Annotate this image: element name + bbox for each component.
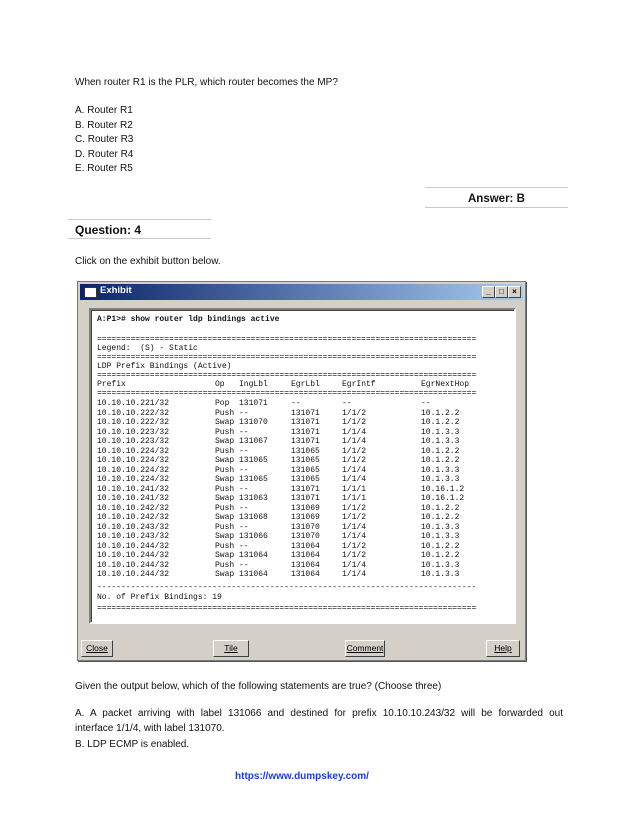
table-cell: 131064 (291, 541, 320, 551)
table-cell: 10.1.2.2 (421, 513, 460, 522)
table-cell: 10.10.10.244/32 (97, 551, 170, 560)
table-row (97, 551, 507, 561)
instruction-text: Click on the exhibit button below. (75, 256, 221, 267)
table-cell: 10.10.10.243/32 (97, 532, 170, 541)
table-cell: 131064 (291, 551, 320, 560)
table-cell: 10.1.2.2 (421, 418, 460, 427)
window-icon (84, 287, 97, 298)
separator: =============================================================================== (97, 389, 477, 398)
table-cell: 1/1/2 (342, 408, 367, 418)
table-cell: 1/1/1 (342, 494, 367, 503)
terminal-output (89, 308, 516, 624)
table-cell: 10.1.3.3 (421, 475, 460, 484)
table-cell: Swap (215, 494, 235, 503)
table-cell: 10.10.10.241/32 (97, 484, 170, 494)
table-row (97, 523, 507, 533)
table-cell: -- (239, 465, 249, 475)
table-cell: 1/1/2 (342, 418, 367, 427)
table-cell: 10.16.1.2 (421, 494, 465, 503)
exhibit-title: Exhibit (100, 285, 132, 296)
table-cell: -- (239, 541, 249, 551)
table-cell: 10.10.10.223/32 (97, 427, 170, 437)
close-icon[interactable]: × (508, 286, 521, 298)
exhibit-window (77, 281, 526, 661)
table-row (97, 475, 507, 485)
table-cell: 131067 (239, 437, 268, 446)
table-cell: 10.10.10.244/32 (97, 541, 170, 551)
table-cell: 10.10.10.243/32 (97, 522, 170, 532)
table-row (97, 485, 507, 495)
table-cell: 131070 (291, 522, 320, 532)
table-cell: 131070 (291, 532, 320, 541)
maximize-icon[interactable]: □ (495, 286, 508, 298)
table-cell: 10.1.3.3 (421, 437, 460, 446)
table-cell: 10.10.10.224/32 (97, 465, 170, 475)
table-cell: 1/1/4 (342, 437, 367, 446)
table-row (97, 437, 507, 447)
question-bottom-rule (68, 238, 211, 239)
table-cell: 10.1.3.3 (421, 522, 460, 532)
table-cell: 131071 (291, 427, 320, 437)
table-cell: 1/1/4 (342, 427, 367, 437)
table-cell: 1/1/1 (342, 484, 367, 494)
table-cell: 10.1.2.2 (421, 503, 460, 513)
table-cell: 10.1.2.2 (421, 446, 460, 456)
table-row (97, 456, 507, 466)
table-cell: Pop (215, 399, 230, 408)
table-cell: 10.1.3.3 (421, 427, 460, 437)
legend: Legend: (S) - Static (97, 344, 198, 353)
table-cell: 131068 (239, 513, 268, 522)
option-a: A. A packet arriving with label 131066 and destined for prefix 10.10.10.243/32 will be forwarded out (75, 708, 563, 719)
table-cell: Push (215, 560, 235, 570)
table-cell: -- (239, 484, 249, 494)
table-cell: Push (215, 541, 235, 551)
table-row (97, 532, 507, 542)
exhibit-titlebar[interactable] (80, 284, 523, 300)
bindings-count: No. of Prefix Bindings: 19 (97, 593, 222, 602)
table-cell: 10.1.3.3 (421, 532, 460, 541)
table-cell: 131064 (291, 570, 320, 579)
table-cell: 10.1.2.2 (421, 408, 460, 418)
tile-button[interactable]: Tile (213, 640, 249, 657)
table-cell: 10.10.10.222/32 (97, 408, 170, 418)
table-cell: 1/1/4 (342, 560, 367, 570)
table-cell: 1/1/2 (342, 541, 367, 551)
table-cell: -- (239, 446, 249, 456)
table-cell: Swap (215, 513, 235, 522)
close-button[interactable]: Close (81, 640, 113, 657)
separator: =============================================================================== (97, 335, 477, 344)
separator: =============================================================================== (97, 604, 477, 613)
table-row (97, 542, 507, 552)
table-row (97, 494, 507, 504)
table-cell: 131064 (239, 551, 268, 560)
column-header: Prefix (97, 380, 126, 389)
command-line: A:P1># show router ldp bindings active (97, 315, 280, 324)
table-cell: 131071 (291, 408, 320, 418)
table-cell: 1/1/2 (342, 446, 367, 456)
table-cell: Push (215, 484, 235, 494)
table-cell: Push (215, 465, 235, 475)
table-cell: Swap (215, 532, 235, 541)
table-cell: -- (291, 399, 301, 408)
table-cell: Swap (215, 456, 235, 465)
table-cell: 10.1.3.3 (421, 465, 460, 475)
table-cell: 10.10.10.223/32 (97, 437, 170, 446)
table-row (97, 409, 507, 419)
table-cell: 131065 (291, 475, 320, 484)
table-cell: 10.1.3.3 (421, 570, 460, 579)
table-cell: 10.10.10.242/32 (97, 513, 170, 522)
table-row (97, 428, 507, 438)
table-cell: Swap (215, 475, 235, 484)
previous-option: E. Router R5 (75, 163, 133, 174)
help-button[interactable]: Help (486, 640, 520, 657)
option-b: B. LDP ECMP is enabled. (75, 739, 190, 750)
table-row (97, 447, 507, 457)
table-cell: 131063 (239, 494, 268, 503)
previous-option: C. Router R3 (75, 134, 134, 145)
table-cell: 131066 (239, 532, 268, 541)
table-cell: -- (239, 408, 249, 418)
table-cell: Push (215, 408, 235, 418)
table-cell: 10.1.2.2 (421, 456, 460, 465)
table-cell: -- (239, 522, 249, 532)
previous-option: D. Router R4 (75, 148, 134, 160)
separator: =============================================================================== (97, 371, 477, 380)
table-cell: 10.10.10.244/32 (97, 570, 170, 579)
table-cell: Swap (215, 551, 235, 560)
comment-button[interactable]: Comment (345, 640, 385, 657)
table-cell: 10.10.10.224/32 (97, 446, 170, 456)
question-top-rule (68, 219, 211, 220)
table-cell: 131071 (291, 484, 320, 494)
minimize-icon[interactable]: _ (482, 286, 495, 298)
table-cell: 131064 (239, 570, 268, 579)
dash-separator: ------------------------------------------------------------------------------- (97, 583, 477, 592)
table-cell: 10.1.3.3 (421, 560, 460, 570)
table-cell: 10.10.10.221/32 (97, 399, 170, 408)
table-cell: -- (239, 427, 249, 437)
table-row (97, 513, 507, 523)
table-cell: 131069 (291, 503, 320, 513)
table-cell: 10.1.2.2 (421, 541, 460, 551)
column-header: EgrIntf (342, 380, 376, 389)
table-cell: 10.10.10.224/32 (97, 456, 170, 465)
column-header: EgrNextHop (421, 380, 470, 389)
table-cell: 1/1/2 (342, 551, 367, 560)
table-cell: Push (215, 427, 235, 437)
column-header: Op (215, 380, 225, 389)
table-cell: -- (239, 503, 249, 513)
table-cell: 131065 (291, 456, 320, 465)
table-cell: -- (239, 560, 249, 570)
table-cell: 10.1.2.2 (421, 551, 460, 560)
table-cell: 1/1/4 (342, 570, 367, 579)
option-a-continued: interface 1/1/4, with label 131070. (75, 723, 225, 734)
table-cell: 131065 (239, 475, 268, 484)
footer-link[interactable]: https://www.dumpskey.com/ (235, 771, 369, 782)
table-cell: 131071 (291, 418, 320, 427)
table-cell: 131071 (291, 494, 320, 503)
table-row (97, 418, 507, 428)
previous-option: B. Router R2 (75, 119, 133, 131)
column-header: IngLbl (239, 380, 268, 389)
table-cell: 131071 (239, 399, 268, 408)
table-cell: 1/1/2 (342, 503, 367, 513)
table-row (97, 561, 507, 571)
table-cell: 1/1/2 (342, 456, 367, 465)
table-cell: -- (342, 399, 352, 408)
separator: =============================================================================== (97, 353, 477, 362)
table-cell: 131065 (291, 446, 320, 456)
previous-question-text: When router R1 is the PLR, which router becomes the MP? (75, 77, 338, 88)
table-row (97, 570, 507, 580)
table-cell: 131065 (291, 465, 320, 475)
table-cell: 10.16.1.2 (421, 484, 465, 494)
table-row (97, 399, 507, 409)
table-cell: Swap (215, 570, 235, 579)
table-cell: 1/1/2 (342, 513, 367, 522)
table-cell: -- (421, 399, 431, 408)
table-cell: 10.10.10.222/32 (97, 418, 170, 427)
column-header: EgrLbl (291, 380, 320, 389)
table-row (97, 504, 507, 514)
table-cell: 1/1/4 (342, 475, 367, 484)
table-cell: Swap (215, 437, 235, 446)
table-row (97, 466, 507, 476)
answer-label: Answer: B (468, 193, 525, 205)
table-cell: 131064 (291, 560, 320, 570)
table-cell: 10.10.10.242/32 (97, 503, 170, 513)
table-cell: 10.10.10.224/32 (97, 475, 170, 484)
table-cell: 131071 (291, 437, 320, 446)
table-cell: 10.10.10.241/32 (97, 494, 170, 503)
answer-top-rule (425, 187, 568, 188)
question-text: Given the output below, which of the following statements are true? (Choose three) (75, 681, 442, 692)
section-title: LDP Prefix Bindings (Active) (97, 362, 232, 371)
table-cell: Swap (215, 418, 235, 427)
table-cell: Push (215, 503, 235, 513)
table-cell: 131069 (291, 513, 320, 522)
question-title: Question: 4 (75, 223, 142, 237)
table-cell: 131065 (239, 456, 268, 465)
table-cell: 10.10.10.244/32 (97, 560, 170, 570)
table-cell: Push (215, 446, 235, 456)
table-cell: 131070 (239, 418, 268, 427)
table-cell: 1/1/4 (342, 532, 367, 541)
answer-bottom-rule (425, 207, 568, 208)
previous-option: A. Router R1 (75, 105, 133, 116)
table-cell: 1/1/4 (342, 465, 367, 475)
table-cell: Push (215, 522, 235, 532)
table-cell: 1/1/4 (342, 522, 367, 532)
